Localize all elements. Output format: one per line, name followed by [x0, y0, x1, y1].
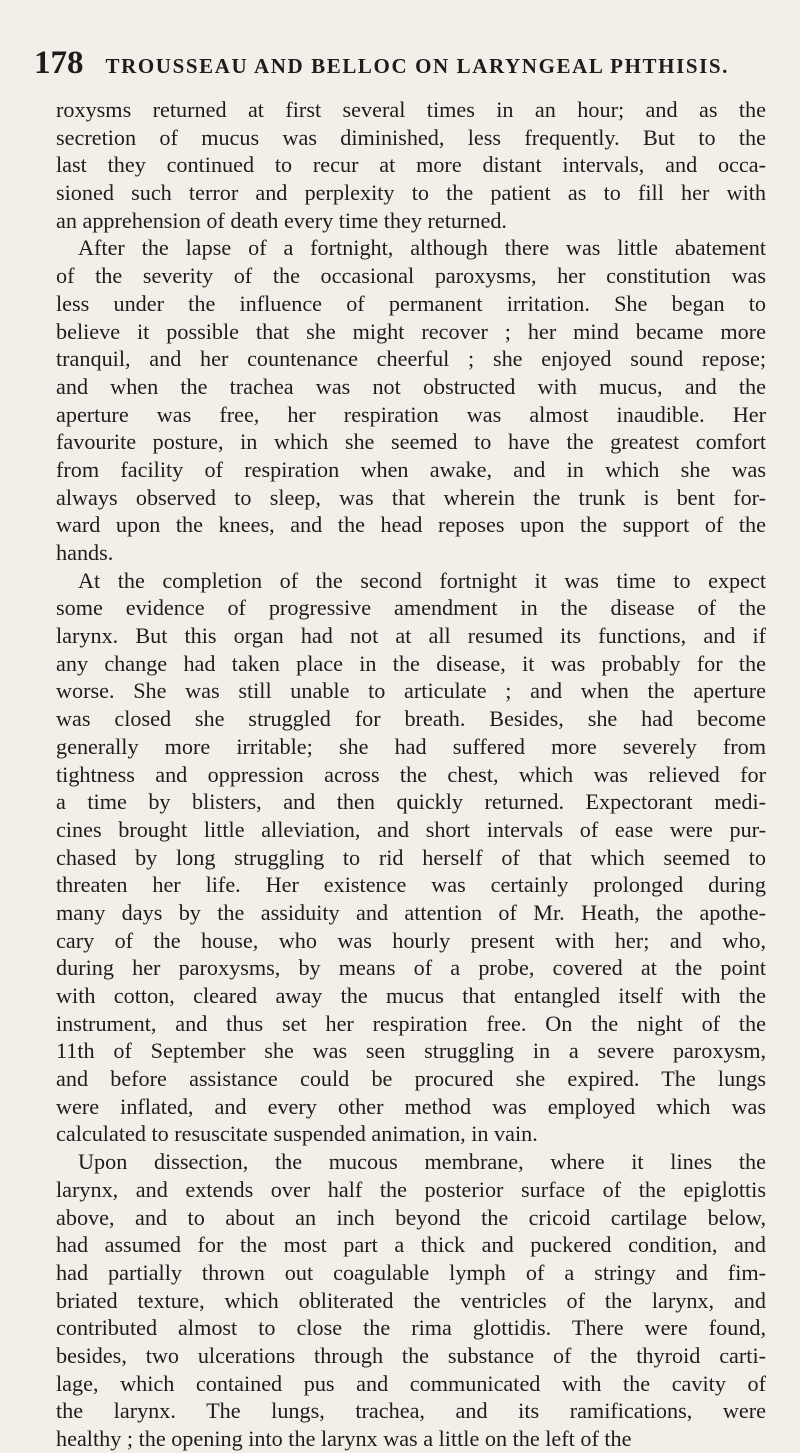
text-line: an apprehension of death every time they returned.	[56, 207, 507, 233]
text-line: Upon dissection, the mucous membrane, where it lines the	[78, 1149, 766, 1175]
text-line: 11th of September she was seen struggling in a severe paroxysm,	[56, 1038, 766, 1064]
text-line: believe it possible that she might recover ; her mind became more	[56, 318, 766, 344]
paragraph	[56, 567, 766, 1148]
text-line: briated texture, which obliterated the ventricles of the larynx, and	[56, 1287, 766, 1313]
text-line: lage, which contained pus and communicated with the cavity of	[56, 1370, 766, 1396]
text-line: cines brought little alleviation, and short intervals of ease were pur-	[56, 816, 766, 842]
text-line: always observed to sleep, was that wherein the trunk is bent for-	[56, 484, 766, 510]
text-line: a time by blisters, and then quickly returned. Expectorant medi-	[56, 789, 766, 815]
text-line: contributed almost to close the rima glottidis. There were found,	[56, 1315, 766, 1341]
text-line: from facility of respiration when awake, and in which she was	[56, 456, 766, 482]
text-line: ward upon the knees, and the head reposes upon the support of the	[56, 512, 766, 538]
text-line: with cotton, cleared away the mucus that entangled itself with the	[56, 983, 766, 1008]
text-line: After the lapse of a fortnight, although there was little abatement	[78, 235, 766, 261]
text-line: was closed she struggled for breath. Besides, she had become	[56, 706, 766, 732]
text-line: healthy ; the opening into the larynx was a little on the left of the	[56, 1426, 632, 1451]
text-line: some evidence of progressive amendment in the disease of the	[56, 595, 766, 621]
text-line: instrument, and thus set her respiration free. On the night of the	[56, 1010, 766, 1036]
text-line: aperture was free, her respiration was almost inaudible. Her	[56, 401, 766, 427]
text-line: the larynx. The lungs, trachea, and its ramifications, were	[56, 1398, 766, 1424]
text-line: besides, two ulcerations through the substance of the thyroid carti-	[56, 1342, 766, 1368]
text-line: threaten her life. Her existence was certainly prolonged during	[56, 872, 766, 898]
text-line: roxysms returned at first several times in an hour; and as the	[56, 97, 766, 122]
running-header	[34, 40, 764, 86]
text-line: and when the trachea was not obstructed with mucus, and the	[56, 373, 766, 399]
text-line: and before assistance could be procured she expired. The lungs	[56, 1066, 766, 1092]
paragraph	[56, 234, 766, 566]
text-line: any change had taken place in the disease, it was probably for the	[56, 650, 766, 676]
text-line: were inflated, and every other method was employed which was	[56, 1093, 766, 1119]
text-line: tranquil, and her countenance cheerful ; she enjoyed sound repose;	[56, 346, 766, 372]
text-line: less under the influence of permanent irritation. She began to	[56, 290, 766, 316]
text-line: during her paroxysms, by means of a probe, covered at the point	[56, 955, 766, 981]
text-line: worse. She was still unable to articulate ; and when the aperture	[56, 678, 766, 704]
text-line: favourite posture, in which she seemed to have the greatest comfort	[56, 429, 766, 455]
text-line: had partially thrown out coagulable lymph of a stringy and fim-	[56, 1259, 766, 1285]
text-line: calculated to resuscitate suspended animation, in vain.	[56, 1121, 538, 1147]
text-line: above, and to about an inch beyond the cricoid cartilage below,	[56, 1204, 766, 1230]
text-line: many days by the assiduity and attention of Mr. Heath, the apothe-	[56, 899, 766, 925]
paragraph	[56, 1148, 766, 1453]
text-line: hands.	[56, 540, 114, 565]
paragraph	[56, 96, 766, 234]
text-line: At the completion of the second fortnight it was time to expect	[78, 567, 766, 593]
text-line: tightness and oppression across the chest, which was relieved for	[56, 761, 766, 787]
text-line: of the severity of the occasional paroxysms, her constitution was	[56, 263, 766, 289]
text-line: last they continued to recur at more distant intervals, and occa-	[56, 152, 766, 178]
text-line: generally more irritable; she had suffered more severely from	[56, 733, 766, 759]
text-line: cary of the house, who was hourly present with her; and who,	[56, 927, 766, 953]
running-title: TROUSSEAU AND BELLOC ON LARYNGEAL PHTHISIS.	[105, 54, 730, 78]
page-number: 178	[34, 45, 84, 81]
text-line: had assumed for the most part a thick and puckered condition, and	[56, 1232, 766, 1258]
body-text	[56, 96, 766, 1453]
text-line: chased by long struggling to rid herself of that which seemed to	[56, 844, 766, 870]
text-line: secretion of mucus was diminished, less frequently. But to the	[56, 124, 766, 150]
text-line: sioned such terror and perplexity to the patient as to fill her with	[56, 180, 766, 206]
text-line: larynx. But this organ had not at all resumed its functions, and if	[56, 623, 766, 649]
text-line: larynx, and extends over half the posterior surface of the epiglottis	[56, 1176, 766, 1202]
